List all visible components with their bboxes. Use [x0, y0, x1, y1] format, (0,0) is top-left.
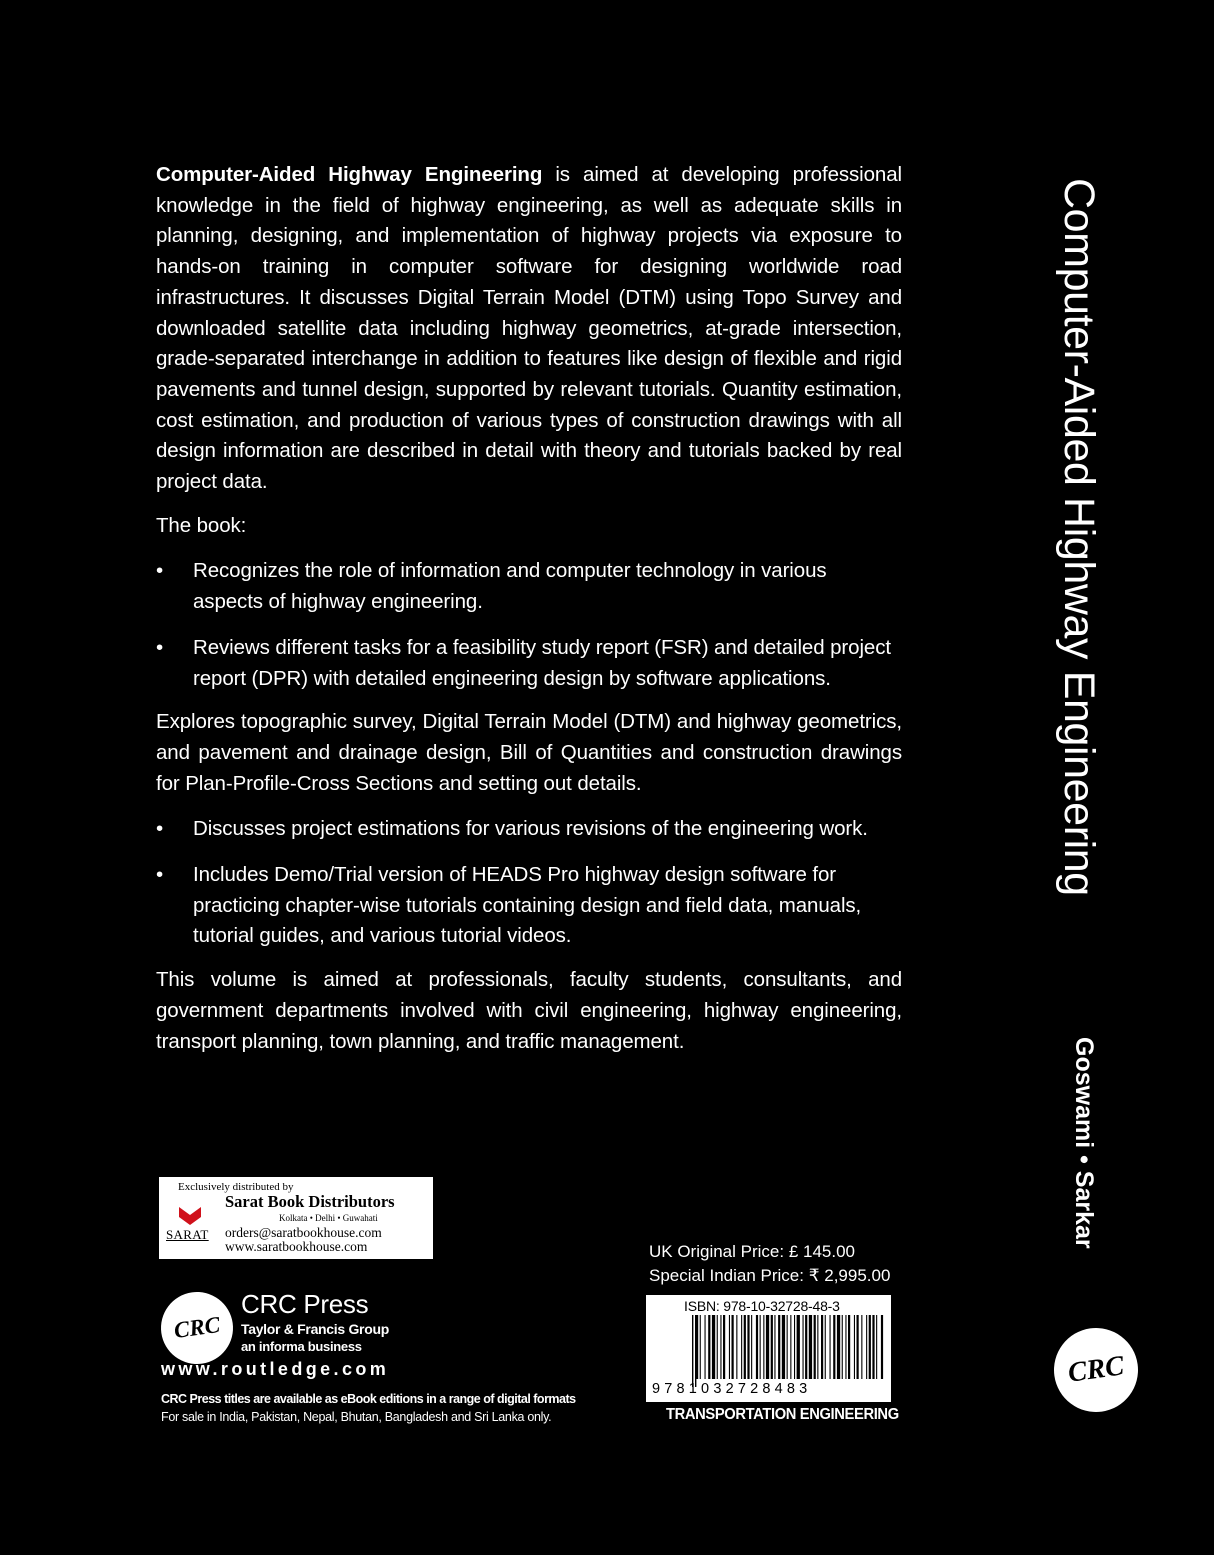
- list-item-text: Reviews different tasks for a feasibility study report (FSR) and detailed project report (DPR) with detailed engineering design by software applications.: [193, 635, 891, 690]
- barcode-bar: [869, 1315, 871, 1379]
- intro-paragraph: [156, 160, 902, 498]
- barcode-bar: [723, 1315, 725, 1379]
- barcode-bar: [821, 1315, 823, 1379]
- spine-authors-text: Goswami • Sarkar: [1070, 1037, 1098, 1249]
- bullet-icon: •: [156, 559, 164, 583]
- barcode-box: [646, 1295, 891, 1402]
- explores-paragraph: Explores topographic survey, Digital Terrain Model (DTM) and highway geometrics, and pavement and drainage design, Bill of Quantities and construction drawings for Plan-Profile-Cross Sections and setting out details.: [156, 710, 902, 795]
- barcode-bar: [876, 1315, 877, 1379]
- barcode-bar: [708, 1315, 710, 1379]
- barcode-bar: [766, 1315, 769, 1379]
- the-book-label: The book:: [156, 513, 247, 537]
- spine-authors: [1066, 1037, 1102, 1249]
- barcode-bar: [805, 1315, 807, 1379]
- barcode-bar: [866, 1315, 867, 1379]
- barcode-bar: [787, 1315, 788, 1379]
- barcode-bar: [763, 1315, 764, 1379]
- barcode-bar: [712, 1315, 715, 1379]
- indian-price: Special Indian Price: ₹ 2,995.00: [649, 1266, 891, 1285]
- barcode-bar: [790, 1315, 791, 1379]
- bullet-icon: •: [156, 863, 164, 887]
- publisher-informa: an informa business: [241, 1339, 362, 1354]
- barcode-bar: [854, 1315, 855, 1379]
- barcode-bar: [729, 1315, 730, 1379]
- barcode-guard-bar: [695, 1315, 696, 1387]
- barcode-bar: [842, 1315, 843, 1379]
- barcode-bar: [751, 1315, 752, 1379]
- publisher-name: CRC Press: [241, 1289, 369, 1319]
- intro-text: is aimed at developing professional knowledge in the field of highway engineering, as well as adequate skills in planning, designing, and implementation of highway projects via exposure to hands-on training in computer software for designing worldwide road infrastructures. It discusses Digital Terrain Model (DTM) using Topo Survey and downloaded satellite data including highway geometrics, at-grade intersection, grade-separated interchange in addition to features like design of flexible and rigid pavements and tunnel design, supported by relevant tutorials. Quantity estimation, cost estimation, and production of various types of construction drawings with all design information are described in detail with theory and tutorials backed by real project data.: [156, 163, 902, 494]
- barcode-bar: [872, 1315, 874, 1379]
- barcode-bar: [848, 1315, 850, 1379]
- barcode-bar: [747, 1315, 749, 1379]
- isbn-text: ISBN: 978-10-32728-48-3: [684, 1298, 840, 1314]
- barcode-bar: [756, 1315, 758, 1379]
- barcode-bar: [717, 1315, 718, 1379]
- barcode-bar: [700, 1315, 701, 1379]
- sale-territory-note: For sale in India, Pakistan, Nepal, Bhutan, Bangladesh and Sri Lanka only.: [161, 1410, 552, 1424]
- spine-crc-logo-icon: CRC: [1049, 1323, 1144, 1418]
- barcode-bar: [744, 1315, 746, 1379]
- spine-title-text: Computer-Aided Highway Engineering: [1055, 178, 1103, 896]
- distributor-box: [159, 1177, 433, 1259]
- barcode-bar: [760, 1315, 761, 1379]
- closing-paragraph: This volume is aimed at professionals, faculty students, consultants, and government departments involved with civil engineering, highway engineering, transport planning, town planning, and traffic management.: [156, 968, 902, 1053]
- barcode-bar: [803, 1315, 804, 1379]
- list-item-text: Discusses project estimations for various revisions of the engineering work.: [193, 817, 868, 841]
- list-item: [156, 633, 902, 694]
- back-cover-blurb: [156, 160, 902, 1057]
- barcode-bar: [797, 1315, 800, 1379]
- barcode-bar: [825, 1315, 826, 1379]
- subject-category: TRANSPORTATION ENGINEERING: [666, 1406, 899, 1423]
- list-item-text: Includes Demo/Trial version of HEADS Pro highway design software for practicing chapter-wise tutorials containing design and field data, manuals, tutorial guides, and various tutorial videos.: [193, 863, 862, 948]
- barcode-bar: [794, 1315, 795, 1379]
- feature-list-b: [156, 814, 902, 952]
- barcode-bar: [771, 1315, 773, 1379]
- barcode-bar: [881, 1315, 883, 1379]
- publisher-website: www.routledge.com: [161, 1359, 390, 1379]
- bullet-icon: •: [156, 635, 164, 659]
- feature-list-a: [156, 556, 902, 694]
- barcode-guard-bar: [692, 1315, 693, 1387]
- uk-price: UK Original Price: £ 145.00: [649, 1242, 855, 1261]
- intro-book-title: Computer-Aided Highway Engineering: [156, 163, 543, 186]
- barcode-bar: [809, 1315, 812, 1379]
- distributor-website: www.saratbookhouse.com: [225, 1239, 368, 1254]
- barcode-bar: [833, 1315, 835, 1379]
- sarat-logo-icon: [179, 1207, 201, 1225]
- publisher-group: Taylor & Francis Group: [241, 1321, 389, 1337]
- barcode-bar: [741, 1315, 742, 1379]
- barcode-bar: [814, 1315, 816, 1379]
- barcode-digits: 9781032728483: [652, 1381, 812, 1397]
- distributor-email: orders@saratbookhouse.com: [225, 1225, 382, 1240]
- list-item: [156, 860, 902, 952]
- ebook-note: CRC Press titles are available as eBook editions in a range of digital formats: [161, 1392, 576, 1406]
- barcode-bar: [778, 1315, 780, 1379]
- barcode-bar: [732, 1315, 734, 1379]
- spine-title: [1055, 178, 1103, 948]
- distributor-name: Sarat Book Distributors: [225, 1192, 395, 1211]
- barcode-bar: [830, 1315, 831, 1379]
- list-item-text: Recognizes the role of information and computer technology in various aspects of highway engineering.: [193, 559, 827, 614]
- barcode-bar: [720, 1315, 721, 1379]
- sarat-logo-word: SARAT: [166, 1227, 209, 1242]
- crc-logo-icon: CRC: [156, 1287, 237, 1368]
- barcode-bar: [845, 1315, 846, 1379]
- bullet-icon: •: [156, 817, 164, 841]
- barcode-bar: [705, 1315, 706, 1379]
- list-item: [156, 556, 902, 617]
- barcode-bar: [817, 1315, 818, 1379]
- list-item: [156, 814, 902, 845]
- barcode-bar: [857, 1315, 859, 1379]
- barcode-bar: [837, 1315, 840, 1379]
- barcode-bar: [774, 1315, 775, 1379]
- barcode-bar: [736, 1315, 737, 1379]
- barcode-bar: [861, 1315, 862, 1379]
- distributor-label: Exclusively distributed by: [178, 1181, 294, 1193]
- barcode-bar: [782, 1315, 785, 1379]
- distributor-cities: Kolkata • Delhi • Guwahati: [279, 1213, 378, 1223]
